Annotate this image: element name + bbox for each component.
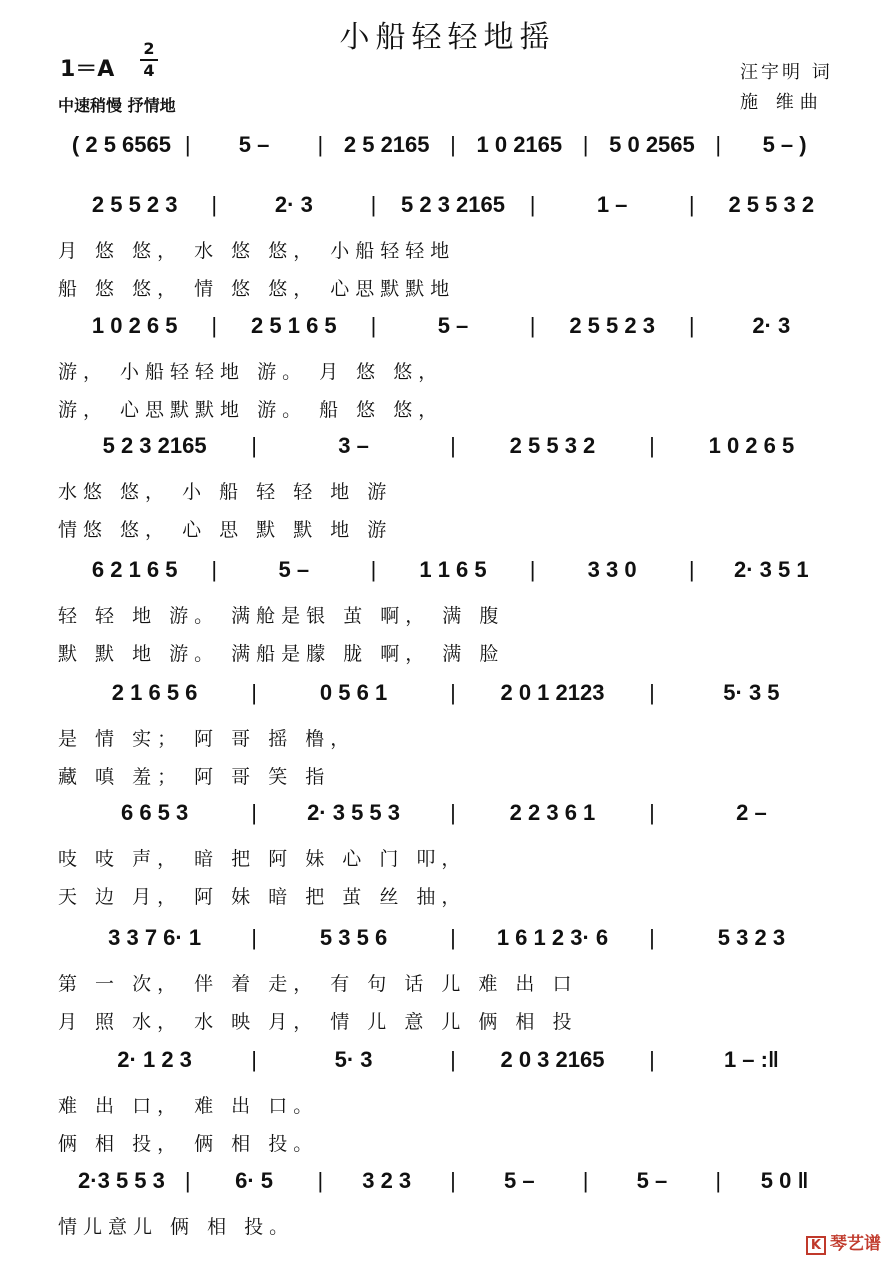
notes-line [58, 132, 848, 158]
measure: 1 – :‖ [723, 1047, 779, 1072]
barline: | [251, 680, 257, 705]
key-signature: 1＝A [60, 57, 115, 82]
watermark-logo-icon: K [806, 1236, 826, 1255]
barline: | [582, 1168, 589, 1193]
measure: 2 2 3 6 1 [509, 800, 596, 825]
lyrics-line: 情悠 悠， 心 思 默 默 地 游 [58, 519, 393, 541]
measure: 3 3 7 6· 1 [108, 925, 202, 950]
measure: 2 5 5 2 3 [91, 192, 178, 217]
barline: | [184, 1168, 191, 1193]
measure: 2 5 5 3 2 [509, 433, 596, 458]
measure: 1 0 2 6 5 [708, 433, 795, 458]
meter-top: 2 [143, 39, 155, 58]
measure: 2 0 1 2123 [500, 680, 605, 705]
barline: | [251, 800, 257, 825]
measure: 5· 3 5 [723, 680, 780, 705]
lyrics-line: 游， 心思默默地 游。 船 悠 悠， [58, 399, 444, 421]
lyrics-line: 默 默 地 游。 满船是朦 胧 啊， 满 脸 [58, 643, 505, 665]
measure: 5 – [238, 132, 270, 157]
barline: | [211, 557, 218, 582]
barline: | [450, 132, 456, 157]
barline: | [370, 557, 377, 582]
barline: | [649, 925, 655, 950]
lyrics-line: 俩 相 投， 俩 相 投。 [58, 1133, 319, 1155]
notes-line [58, 192, 848, 218]
notes-line [58, 1047, 848, 1073]
measure: 2 0 3 2165 [500, 1047, 605, 1072]
notes-line [58, 1168, 848, 1194]
song-title: 小船轻轻地摇 [339, 20, 556, 55]
lyrics-line: 吱 吱 声， 暗 把 阿 妹 心 门 叩， [58, 848, 467, 870]
barline: | [450, 925, 456, 950]
lyrics-line: 天 边 月， 阿 妹 暗 把 茧 丝 抽， [58, 886, 467, 908]
barline: | [370, 313, 377, 338]
measure: 6 2 1 6 5 [91, 557, 178, 582]
measure: 1 – [596, 192, 628, 217]
notes-line [58, 925, 848, 951]
measure: 2· 1 2 3 [117, 1047, 192, 1072]
watermark-text: 琴艺谱 [830, 1234, 881, 1254]
measure: 2 – [736, 800, 767, 825]
lyrics-line: 水悠 悠， 小 船 轻 轻 地 游 [58, 481, 393, 503]
measure: 6 6 5 3 [120, 800, 189, 825]
measure: 2 5 5 2 3 [569, 313, 655, 338]
barline: | [317, 132, 324, 157]
barline: | [649, 800, 655, 825]
meter-bottom: 4 [143, 61, 155, 80]
lyrics-line: 船 悠 悠， 情 悠 悠， 心思默默地 [58, 278, 456, 300]
barline: | [450, 680, 456, 705]
measure: 2 5 5 3 2 [728, 192, 815, 217]
barline: | [450, 800, 456, 825]
measure: ( 2 5 6565 [71, 132, 171, 157]
measure: 5 0 ‖ [760, 1168, 809, 1193]
measure: 6· 5 [235, 1168, 274, 1193]
measure: 3 3 0 [587, 557, 637, 582]
barline: | [649, 680, 655, 705]
measure: 3 2 3 [362, 1168, 412, 1193]
barline: | [688, 313, 695, 338]
barline: | [251, 1047, 257, 1072]
measure: 2· 3 5 1 [733, 557, 809, 582]
barline: | [211, 313, 218, 338]
measure: 5 2 3 2165 [102, 433, 207, 458]
barline: | [529, 192, 536, 217]
notes-line [58, 433, 848, 459]
barline: | [184, 132, 191, 157]
measure: 5 3 2 3 [717, 925, 786, 950]
lyrics-line: 第 一 次， 伴 着 走， 有 句 话 儿 难 出 口 [58, 973, 578, 995]
measure: 1 0 2 6 5 [91, 313, 178, 338]
barline: | [450, 1047, 456, 1072]
barline: | [688, 557, 695, 582]
lyrics-line: 轻 轻 地 游。 满舱是银 茧 啊， 满 腹 [58, 605, 505, 627]
site-watermark [806, 1229, 881, 1255]
measure: 5 0 2565 [609, 132, 695, 157]
measure: 5 – [636, 1168, 668, 1193]
barline: | [317, 1168, 324, 1193]
barline: | [450, 1168, 456, 1193]
barline: | [715, 132, 722, 157]
measure: 5 3 5 6 [319, 925, 388, 950]
measure: 5 – [504, 1168, 535, 1193]
barline: | [450, 433, 456, 458]
lyrics-line: 难 出 口， 难 出 口。 [58, 1095, 319, 1117]
measure: 2 5 1 6 5 [251, 313, 337, 338]
barline: | [688, 192, 695, 217]
measure: 0 5 6 1 [319, 680, 388, 705]
lyrics-line: 游， 小船轻轻地 游。 月 悠 悠， [58, 361, 444, 383]
measure: 2· 3 [752, 313, 791, 338]
notes-line [58, 313, 848, 339]
barline: | [582, 132, 589, 157]
barline: | [649, 1047, 655, 1072]
measure: 2 5 2165 [343, 132, 430, 157]
notes-line [58, 800, 848, 826]
measure: 2· 3 [274, 192, 313, 217]
composer-credit: 施 维曲 [740, 92, 824, 113]
measure: 5 – ) [762, 132, 807, 157]
lyricist-credit: 汪宇明 词 [740, 62, 833, 83]
barline: | [529, 313, 536, 338]
barline: | [529, 557, 536, 582]
barline: | [211, 192, 218, 217]
barline: | [715, 1168, 722, 1193]
measure: 2 1 6 5 6 [111, 680, 198, 705]
lyrics-line: 月 照 水， 水 映 月， 情 儿 意 儿 俩 相 投 [58, 1011, 578, 1033]
measure: 1 6 1 2 3· 6 [496, 925, 609, 950]
barline: | [251, 433, 257, 458]
measure: 5· 3 [334, 1047, 373, 1072]
measure: 5 – [437, 313, 469, 338]
measure: 1 0 2165 [476, 132, 563, 157]
notes-line [58, 557, 848, 583]
notes-line [58, 680, 848, 706]
lyrics-line: 藏 嗔 羞； 阿 哥 笑 指 [58, 766, 331, 788]
barline: | [649, 433, 655, 458]
measure: 5 2 3 2165 [401, 192, 505, 217]
time-signature [140, 40, 158, 80]
measure: 2· 3 5 5 3 [307, 800, 401, 825]
measure: 3 – [338, 433, 369, 458]
barline: | [370, 192, 377, 217]
lyrics-line: 情儿意儿 俩 相 投。 [58, 1216, 295, 1238]
lyrics-line: 是 情 实； 阿 哥 摇 橹， [58, 728, 356, 750]
tempo-marking: 中速稍慢 抒情地 [58, 96, 176, 115]
barline: | [251, 925, 257, 950]
lyrics-line: 月 悠 悠， 水 悠 悠， 小船轻轻地 [58, 240, 456, 262]
measure: 5 – [278, 557, 310, 582]
measure: 1 1 6 5 [419, 557, 487, 582]
measure: 2·3 5 5 3 [78, 1168, 165, 1193]
